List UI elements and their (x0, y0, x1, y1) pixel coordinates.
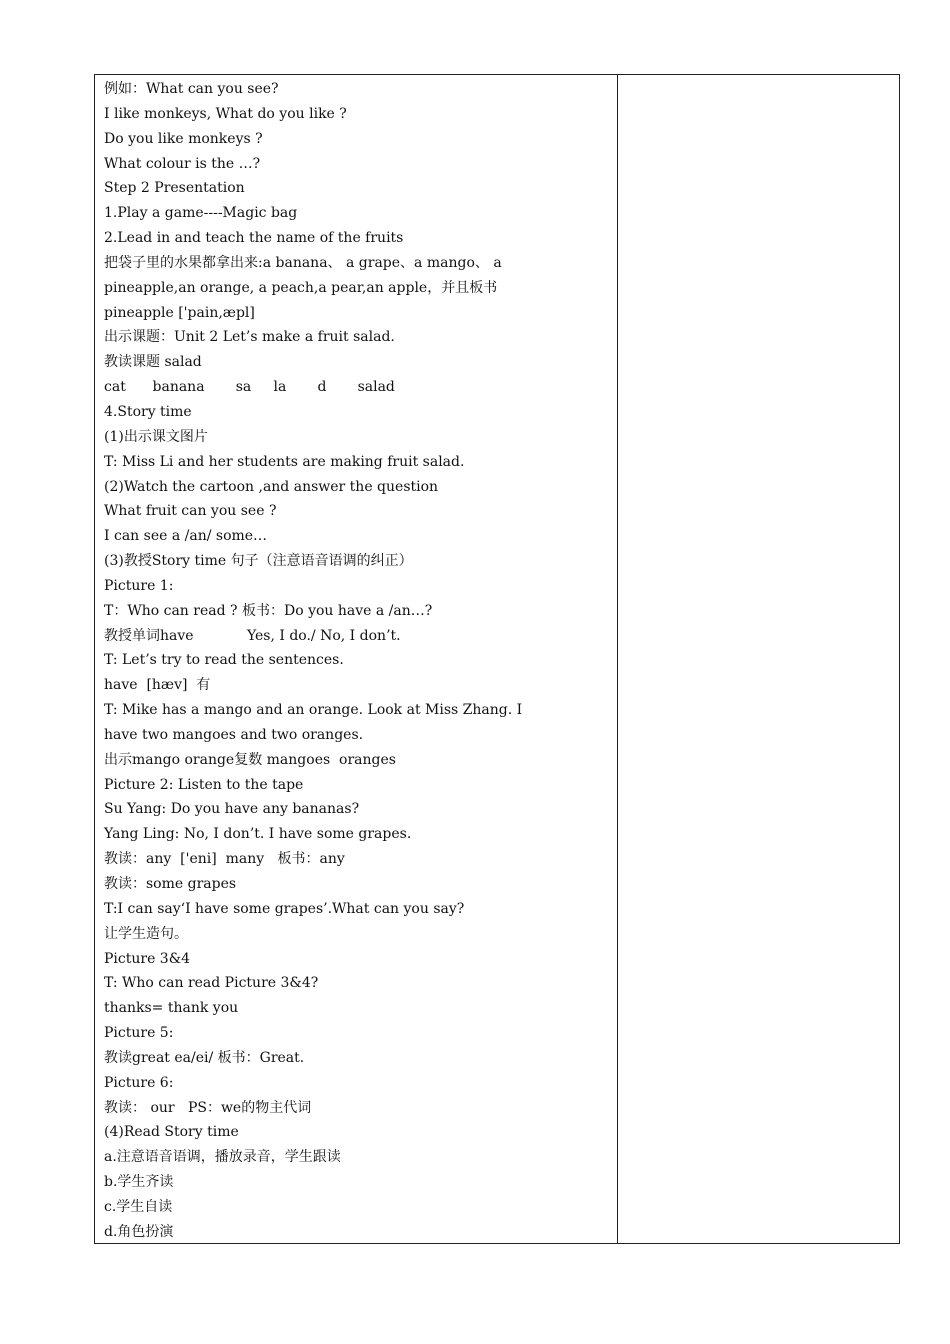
text-line: cat banana sa la d salad (104, 379, 395, 396)
text-line: (4)Read Story time (104, 1124, 239, 1141)
text-line: 教读great ea/ei/ 板书：Great. (104, 1049, 305, 1066)
text-line: 1.Play a game----Magic bag (104, 205, 298, 222)
lesson-content-cell (104, 77, 610, 1245)
text-line: (1)出示课文图片 (104, 428, 208, 445)
text-line: (2)Watch the cartoon ,and answer the question (104, 478, 439, 495)
text-line: I can see a /an/ some… (104, 528, 268, 545)
text-line: 教读课题 salad (104, 354, 202, 371)
text-line: 教读：any ['eni] many 板书：any (104, 851, 345, 868)
text-line: T:I can say‘I have some grapes’.What can you say? (104, 900, 465, 917)
text-line: 出示mango orange复数 mangoes oranges (104, 751, 396, 768)
text-line: 例如：What can you see? (104, 81, 279, 97)
text-line: T: Mike has a mango and an orange. Look at Miss Zhang. I (104, 702, 523, 719)
text-line: Yang Ling: No, I don’t. I have some grapes. (104, 826, 412, 843)
text-line: 教读：some grapes (104, 876, 237, 892)
text-line: T: Miss Li and her students are making fruit salad. (104, 453, 465, 470)
text-line: a.注意语音语调，播放录音，学生跟读 (104, 1149, 341, 1166)
text-line: have [hæv] 有 (104, 677, 211, 694)
text-line: d.角色扮演 (104, 1223, 174, 1240)
text-line: pineapple,an orange, a peach,a pear,an apple，并且板书 (104, 279, 498, 296)
text-line: c.学生自读 (104, 1198, 173, 1215)
text-line: thanks= thank you (104, 1000, 239, 1017)
text-line: What fruit can you see ? (104, 503, 277, 520)
text-line: 出示课题：Unit 2 Let’s make a fruit salad. (104, 329, 395, 346)
text-line: Picture 2: Listen to the tape (104, 776, 304, 793)
text-line: 让学生造句。 (104, 925, 188, 942)
text-line: Do you like monkeys ? (104, 130, 263, 147)
text-line: T: Who can read Picture 3&4? (104, 975, 319, 992)
text-line: What colour is the …? (104, 155, 261, 172)
text-line: b.学生齐读 (104, 1174, 174, 1191)
text-line: I like monkeys, What do you like ? (104, 105, 347, 122)
text-line: 2.Lead in and teach the name of the fruits (104, 230, 404, 247)
column-divider (617, 74, 618, 1244)
text-line: 把袋子里的水果都拿出来:a banana、 a grape、a mango、 a (104, 254, 502, 271)
text-line: Picture 6: (104, 1074, 174, 1091)
text-line: Picture 5: (104, 1025, 174, 1042)
text-line: have two mangoes and two oranges. (104, 726, 364, 743)
text-line: Su Yang: Do you have any bananas? (104, 801, 360, 818)
text-line: Step 2 Presentation (104, 180, 245, 197)
text-line: pineapple ['pain,æpl] (104, 304, 255, 321)
text-line: Picture 1: (104, 577, 174, 594)
text-line: 4.Story time (104, 403, 192, 420)
text-line: 教读： our PS：we的物主代词 (104, 1099, 312, 1116)
text-line: T: Let’s try to read the sentences. (104, 652, 344, 669)
text-line: 教授单词have Yes, I do./ No, I don’t. (104, 627, 401, 644)
text-line: (3)教授Story time 句子（注意语音语调的纠正） (104, 553, 413, 570)
text-line: T：Who can read ? 板书：Do you have a /an…? (104, 602, 433, 619)
text-line: Picture 3&4 (104, 950, 191, 967)
